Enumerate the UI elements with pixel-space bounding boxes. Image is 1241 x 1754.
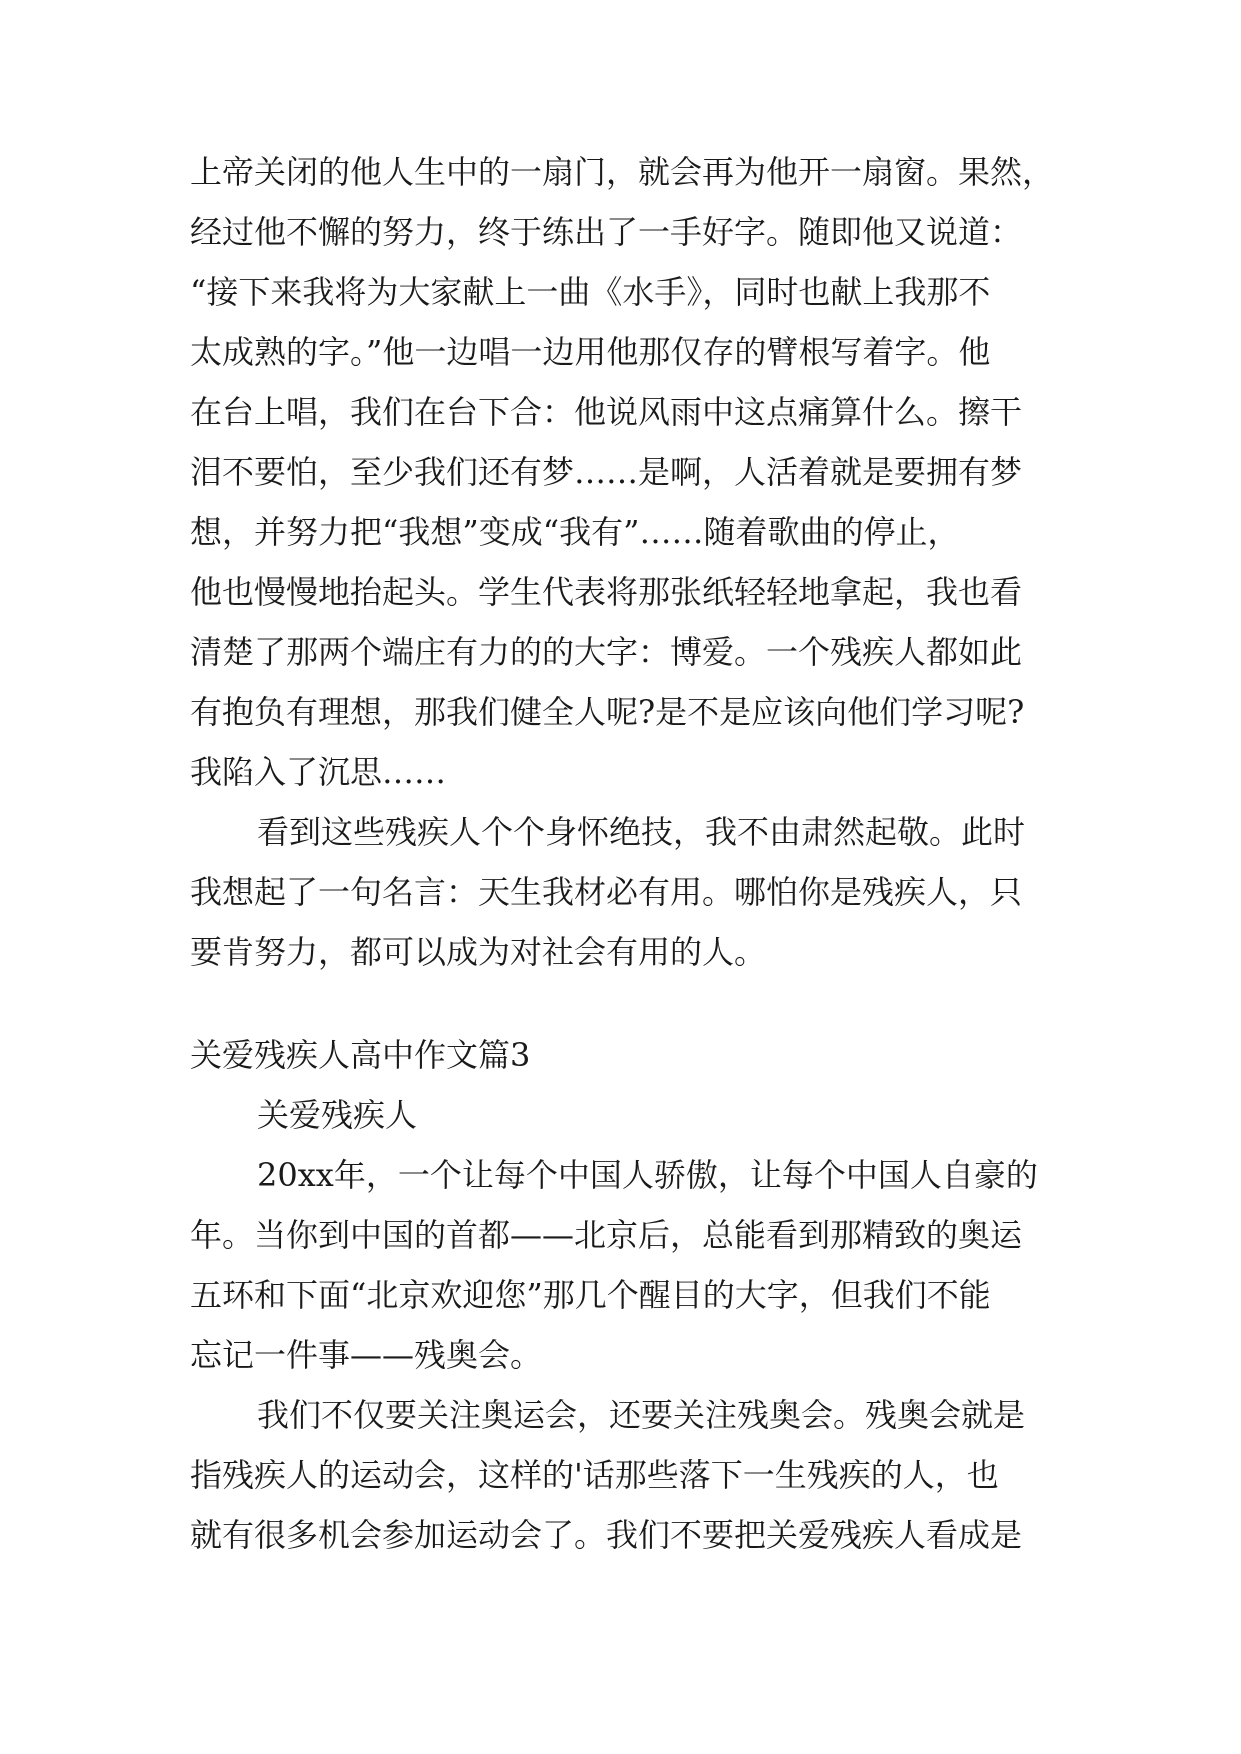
- text-line: 就有很多机会参加运动会了。我们不要把关爱残疾人看成是: [190, 1516, 1023, 1554]
- paragraph-first-line: 我们不仅要关注奥运会，还要关注残奥会。残奥会就是: [257, 1396, 1026, 1434]
- text-line: 想，并努力把“我想”变成“我有”……随着歌曲的停止，: [190, 513, 960, 551]
- text-line: 经过他不懈的努力，终于练出了一手好字。随即他又说道：: [190, 213, 1023, 251]
- text-line: 我想起了一句名言：天生我材必有用。哪怕你是残疾人，只: [190, 873, 1023, 911]
- text-line: 他也慢慢地抬起头。学生代表将那张纸轻轻地拿起，我也看: [190, 573, 1023, 611]
- text-line: 泪不要怕，至少我们还有梦……是啊，人活着就是要拥有梦: [190, 453, 1023, 491]
- text-line: 忘记一件事——残奥会。: [190, 1336, 543, 1374]
- text-line: 我陷入了沉思……: [190, 753, 447, 791]
- text-line: “接下来我将为大家献上一曲《水手》，同时也献上我那不: [190, 273, 991, 311]
- paragraph-first-line: 看到这些残疾人个个身怀绝技，我不由肃然起敬。此时: [257, 813, 1026, 851]
- text-line: 清楚了那两个端庄有力的的大字：博爱。一个残疾人都如此: [190, 633, 1023, 671]
- text-line: 有抱负有理想，那我们健全人呢?是不是应该向他们学习呢?: [190, 693, 1025, 731]
- text-line: 太成熟的字。”他一边唱一边用他那仅存的臂根写着字。他: [190, 333, 991, 371]
- paragraph-first-line: 20xx年，一个让每个中国人骄傲，让每个中国人自豪的: [257, 1156, 1038, 1194]
- text-line: 五环和下面“北京欢迎您”那几个醒目的大字，但我们不能: [190, 1276, 991, 1314]
- text-line: 在台上唱，我们在台下合：他说风雨中这点痛算什么。擦干: [190, 393, 1023, 431]
- text-line: 上帝关闭的他人生中的一扇门，就会再为他开一扇窗。果然，: [190, 153, 1055, 191]
- section-heading: 关爱残疾人高中作文篇3: [190, 1036, 531, 1074]
- essay-title: 关爱残疾人: [257, 1096, 418, 1134]
- text-line: 年。当你到中国的首都——北京后，总能看到那精致的奥运: [190, 1216, 1023, 1254]
- text-line: 指残疾人的运动会，这样的'话那些落下一生残疾的人，也: [190, 1456, 999, 1494]
- text-line: 要肯努力，都可以成为对社会有用的人。: [190, 933, 767, 971]
